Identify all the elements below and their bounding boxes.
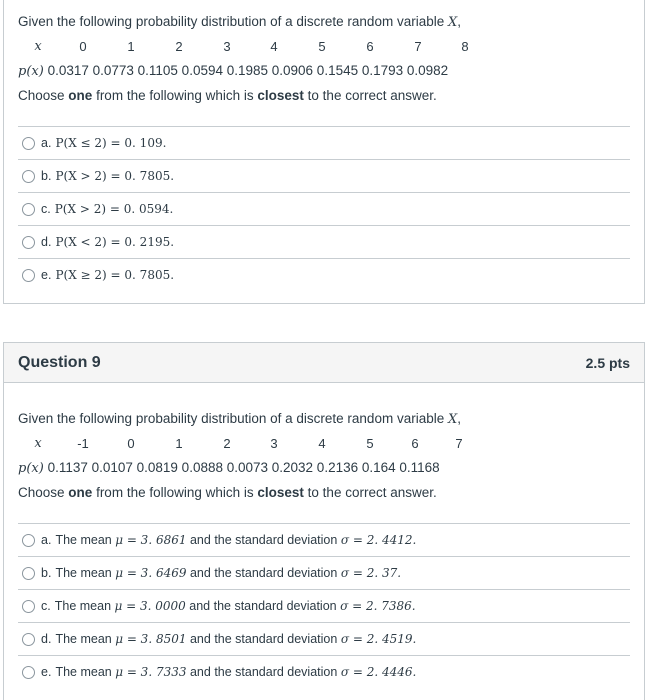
answer-option-a[interactable]: a. The mean μ = 3. 6861 and the standard deviation σ = 2. 4412. <box>18 523 630 556</box>
mean-value: μ = 3. 0000 <box>114 599 186 613</box>
instruction: Choose one from the following which is closest to the correct answer. <box>18 485 437 500</box>
radio-button[interactable] <box>22 203 35 216</box>
x-value: 0 <box>127 436 135 451</box>
answer-expression: P(X ≤ 2) = 0. 109. <box>55 136 167 150</box>
radio-button[interactable] <box>22 534 35 547</box>
question-9-panel <box>3 342 645 700</box>
x-value: 0 <box>79 39 87 54</box>
intro-text: Given the following probability distribution of a discrete random variable <box>18 411 445 426</box>
p-values-row <box>18 456 630 481</box>
x-label: x <box>34 436 42 451</box>
radio-button[interactable] <box>22 269 35 282</box>
question-points: 2.5 pts <box>585 354 630 371</box>
answer-expression: P(X > 2) = 0. 0594. <box>54 202 174 216</box>
answer-option-e[interactable]: e. P(X ≥ 2) = 0. 7805. <box>18 258 630 291</box>
question-8-panel <box>3 0 645 304</box>
x-label: x <box>34 39 42 54</box>
mean-value: μ = 3. 7333 <box>115 665 187 679</box>
answer-option-b[interactable]: b. The mean μ = 3. 6469 and the standard deviation σ = 2. 37. <box>18 556 630 589</box>
mean-value: μ = 3. 6469 <box>115 566 187 580</box>
sd-value: σ = 2. 37. <box>340 566 402 580</box>
radio-button[interactable] <box>22 170 35 183</box>
question-header <box>4 343 644 383</box>
sd-value: σ = 2. 4446. <box>340 665 417 679</box>
x-value: 1 <box>127 39 135 54</box>
x-value: 3 <box>270 436 278 451</box>
question-8-intro: Given the following probability distribution of a discrete random variable X, <box>18 14 462 30</box>
x-values-row <box>18 35 630 59</box>
mean-value: μ = 3. 6861 <box>115 533 187 547</box>
p-values: 0.1137 0.0107 0.0819 0.0888 0.0073 0.2032 0.2136 0.164 0.1168 <box>47 460 440 475</box>
x-value: 6 <box>411 436 419 451</box>
answer-option-a[interactable]: a. P(X ≤ 2) = 0. 109. <box>18 126 630 159</box>
p-label: p(x) <box>18 461 44 476</box>
answer-option-c[interactable]: c. P(X > 2) = 0. 0594. <box>18 192 630 225</box>
x-value: 4 <box>270 39 278 54</box>
answer-option-e[interactable]: e. The mean μ = 3. 7333 and the standard deviation σ = 2. 4446. <box>18 655 630 688</box>
answer-option-b[interactable]: b. P(X > 2) = 0. 7805. <box>18 159 630 192</box>
x-value: 1 <box>175 436 183 451</box>
radio-button[interactable] <box>22 236 35 249</box>
x-value: 2 <box>223 436 231 451</box>
answer-option-d[interactable]: d. P(X < 2) = 0. 2195. <box>18 225 630 258</box>
x-value: 3 <box>223 39 231 54</box>
answer-list <box>18 126 630 291</box>
sd-value: σ = 2. 4519. <box>340 632 417 646</box>
sd-value: σ = 2. 7386. <box>340 599 416 613</box>
p-values-row <box>18 59 630 84</box>
radio-button[interactable] <box>22 600 35 613</box>
x-value: 4 <box>318 436 326 451</box>
x-value: 2 <box>175 39 183 54</box>
radio-button[interactable] <box>22 137 35 150</box>
x-value: 5 <box>318 39 326 54</box>
answer-option-d[interactable]: d. The mean μ = 3. 8501 and the standard deviation σ = 2. 4519. <box>18 622 630 655</box>
question-title: Question 9 <box>18 353 101 371</box>
x-value: 7 <box>455 436 463 451</box>
p-label: p(x) <box>18 64 44 79</box>
radio-button[interactable] <box>22 666 35 679</box>
variable-symbol: X <box>448 412 458 427</box>
x-value: 7 <box>414 39 422 54</box>
x-value: 6 <box>366 39 374 54</box>
answer-expression: P(X ≥ 2) = 0. 7805. <box>55 268 175 282</box>
radio-button[interactable] <box>22 567 35 580</box>
x-value: -1 <box>77 436 89 451</box>
answer-expression: P(X < 2) = 0. 2195. <box>55 235 175 249</box>
mean-value: μ = 3. 8501 <box>115 632 187 646</box>
x-value: 8 <box>461 39 469 54</box>
answer-list <box>18 523 630 688</box>
intro-text: Given the following probability distribution of a discrete random variable <box>18 14 445 29</box>
question-9-intro: Given the following probability distribution of a discrete random variable X, <box>18 411 462 427</box>
p-values: 0.0317 0.0773 0.1105 0.0594 0.1985 0.0906 0.1545 0.1793 0.0982 <box>47 63 449 78</box>
radio-button[interactable] <box>22 633 35 646</box>
variable-symbol: X <box>448 15 458 30</box>
instruction: Choose one from the following which is closest to the correct answer. <box>18 88 437 103</box>
x-value: 5 <box>366 436 374 451</box>
sd-value: σ = 2. 4412. <box>340 533 417 547</box>
answer-option-c[interactable]: c. The mean μ = 3. 0000 and the standard deviation σ = 2. 7386. <box>18 589 630 622</box>
answer-expression: P(X > 2) = 0. 7805. <box>55 169 175 183</box>
x-values-row <box>18 432 630 456</box>
